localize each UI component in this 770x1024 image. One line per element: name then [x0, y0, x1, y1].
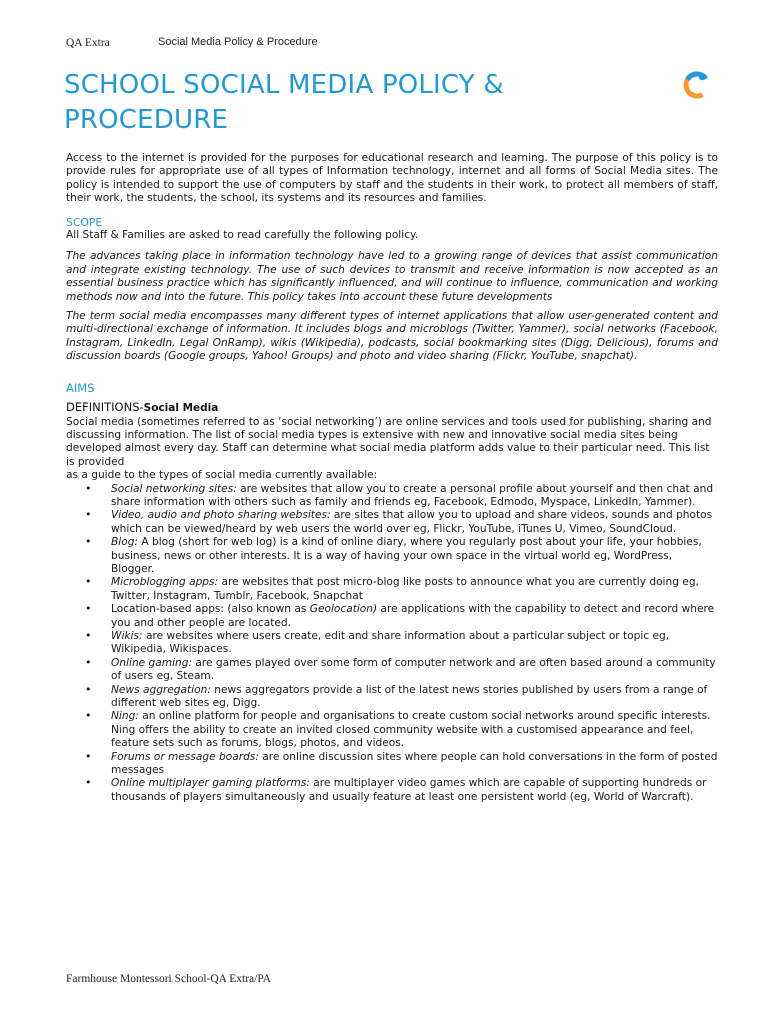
definitions-heading [66, 401, 718, 415]
definitions-paragraph: Social media (sometimes referred to as ‘social networking’) are online services and tools used for publishing, sharing and discussing information. The list of social media types is extensive with new and innovative social media sites being developed almost every day. Staff can determine what social media platform adds value to their particular need. This list is provided [66, 415, 712, 468]
list-item: • Online multiplayer gaming platforms: are multiplayer video games which are capable of supporting hundreds or thousands of players simultaneously and usually feature at least one persistent world (eg, World of Warcraft). [111, 777, 718, 804]
definitions-label: DEFINITIONS- [66, 400, 144, 415]
scope-heading: SCOPE [66, 215, 103, 229]
header-left: QA Extra [66, 37, 110, 49]
list-item: • Forums or message boards: are online discussion sites where people can hold conversations in the form of posted messages [111, 751, 718, 778]
social-media-types-list [66, 483, 718, 805]
scope-paragraph-2: The term social media encompasses many different types of internet applications that allow user-generated content and multi-directional exchange of information. It includes blogs and microblogs (Twitter, Yammer), social networks (Facebook, Instagram, LinkedIn, Legal OnRamp), wikis (Wikipedia), podcasts, social bookmarking sites (Digg, Delicious), forums and discussion boards (Google groups, Yahoo! Groups) and photo and video sharing (Flickr, YouTube, snapchat). [66, 310, 718, 363]
page-header [66, 36, 318, 49]
aims-heading: AIMS [66, 380, 95, 395]
list-item: • News aggregation: news aggregators provide a list of the latest news stories published by users from a range of different web sites eg, Digg. [111, 684, 718, 711]
list-item: • Blog: A blog (short for web log) is a kind of online diary, where you regularly post about your life, your hobbies, business, news or other interests. It is a way of having your own space in the virtual world eg, WordPress, Blogger. [111, 536, 718, 576]
list-item: • Video, audio and photo sharing websites: are sites that allow you to upload and share videos, sounds and photos which can be viewed/heard by web users the world over eg, Flickr, YouTube, iTunes U, Vimeo, SoundCloud. [111, 509, 718, 536]
page-footer: Farmhouse Montessori School-QA Extra/PA [66, 973, 271, 985]
guide-line: as a guide to the types of social media currently available: [66, 469, 378, 482]
scope-line: All Staff & Families are asked to read carefully the following policy. [66, 229, 419, 242]
list-item: • Location-based apps: (also known as Geolocation) are applications with the capability to detect and record where you and other people are located. [111, 603, 718, 630]
list-item: • Online gaming: are games played over some form of computer network and are often based around a community of users eg, Steam. [111, 657, 718, 684]
page-title: SCHOOL SOCIAL MEDIA POLICY & PROCEDURE [64, 70, 504, 135]
list-item: • Microblogging apps: are websites that post micro-blog like posts to announce what you are currently doing eg, Twitter, Instagram, Tumblr, Facebook, Snapchat [111, 576, 718, 603]
definitions-sub: Social Media [143, 402, 219, 415]
header-right: Social Media Policy & Procedure [158, 36, 318, 48]
list-item: • Ning: an online platform for people and organisations to create custom social networks around specific interests. Ning offers the ability to create an invited closed community website with a customised appearance and feel, feature sets such as forums, blogs, photos, and videos. [111, 710, 718, 750]
document-body [66, 152, 718, 804]
list-item: • Wikis: are websites where users create, edit and share information about a particular subject or topic eg, Wikipedia, Wikispaces. [111, 630, 718, 657]
intro-paragraph: Access to the internet is provided for the purposes for educational research and learning. The purpose of this policy is to provide rules for appropriate use of all types of Information technology, internet and all forms of Social Media sites. The policy is intended to support the use of computers by staff and the students in their work, to protect all members of staff, their work, the students, the school, its systems and its resources and families. [66, 152, 718, 205]
list-item: • Social networking sites: are websites that allow you to create a personal profile about yourself and then chat and share information with others such as family and friends eg, Facebook, Edmodo, Myspace, LinkedIn, Yammer). [111, 483, 718, 510]
school-logo-icon [680, 68, 716, 104]
scope-paragraph-1: The advances taking place in information technology have led to a growing range of devices that assist communication and integrate existing technology. The use of such devices to transmit and receive information is now accepted as an essential business practice which has significantly influenced, and will continue to influence, communication and working methods now and into the future. This policy takes into account these future developments [66, 250, 718, 303]
